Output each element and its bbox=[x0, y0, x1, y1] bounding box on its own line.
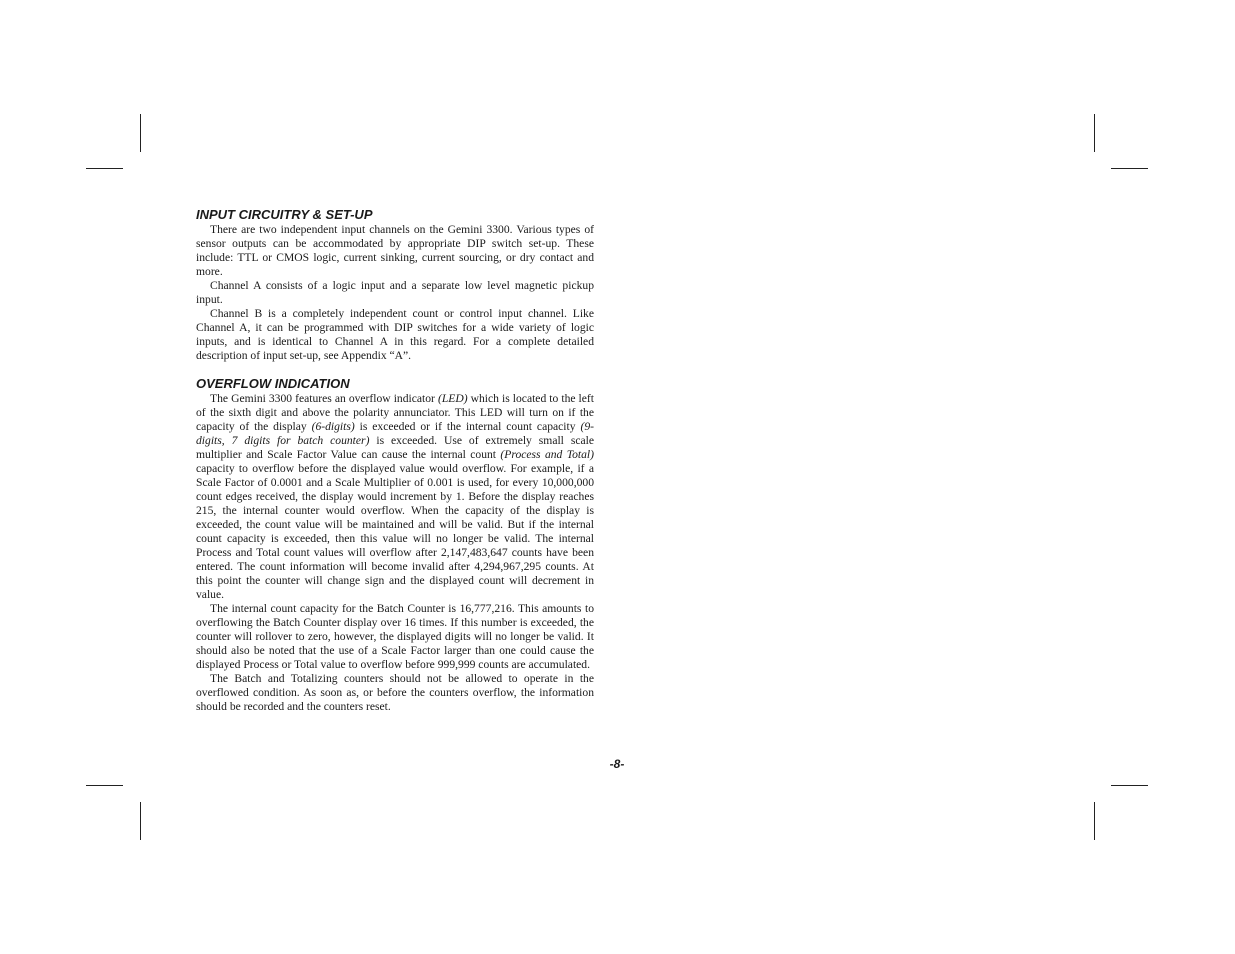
crop-mark-top-left-vertical bbox=[140, 114, 141, 152]
crop-mark-top-right-horizontal bbox=[1111, 168, 1148, 169]
italic-term: (6-digits) bbox=[311, 420, 355, 433]
italic-term: (Process and Total) bbox=[500, 448, 595, 461]
crop-mark-bottom-right-vertical bbox=[1094, 802, 1095, 840]
crop-mark-top-left-horizontal bbox=[86, 168, 123, 169]
page-number: -8- bbox=[609, 757, 625, 771]
crop-mark-bottom-left-vertical bbox=[140, 802, 141, 840]
crop-mark-top-right-vertical bbox=[1094, 114, 1095, 152]
crop-mark-bottom-left-horizontal bbox=[86, 785, 123, 786]
paragraph: There are two independent input channels on the Gemini 3300. Various types of sensor outputs can be accommodated by appropriate DIP switch set-up. These include: TTL or CMOS logic, current sinking, current sourcing, or dry contact and more. bbox=[196, 223, 594, 278]
italic-term: (9-digits, 7 digits for batch counter) bbox=[196, 420, 594, 447]
paragraph: Channel B is a completely independent count or control input channel. Like Channel A, it can be programmed with DIP switches for a wide variety of logic inputs, and is identical to Channel A in this regard. For a complete detailed description of input set-up, see Appendix “A”. bbox=[196, 307, 594, 362]
paragraph: The Batch and Totalizing counters should not be allowed to operate in the overflowed condition. As soon as, or before the counters overflow, the information should be recorded and the counters reset. bbox=[196, 672, 594, 713]
page-content bbox=[196, 207, 594, 714]
section-heading-overflow-indication: OVERFLOW INDICATION bbox=[196, 376, 350, 391]
paragraph: The Gemini 3300 features an overflow indicator (LED) which is located to the left of the sixth digit and above the polarity annunciator. This LED will turn on if the capacity of the display (6-digits) is exceeded or if the internal count capacity (9-digits, 7 digits for batch counter) is exceeded. Use of extremely small scale multiplier and Scale Factor Value can cause the internal count (Process and Total) capacity to overflow before the displayed value would overflow. For example, if a Scale Factor of 0.0001 and a Scale Multiplier of 0.001 is used, for every 10,000,000 count edges received, the display would increment by 1. Before the display reaches 215, the internal counter would overflow. When the capacity of the display is exceeded, the count value will be maintained and will be valid. But if the internal count capacity is exceeded, then this value will no longer be valid. The internal Process and Total count values will overflow after 2,147,483,647 counts have been entered. The count information will become invalid after 4,294,967,295 counts. At this point the counter will change sign and the displayed count will decrement in value. bbox=[196, 392, 595, 601]
section-heading-input-circuitry: INPUT CIRCUITRY & SET-UP bbox=[196, 207, 373, 222]
paragraph: The internal count capacity for the Batch Counter is 16,777,216. This amounts to overflowing the Batch Counter display over 16 times. If this number is exceeded, the counter will rollover to zero, however, the displayed digits will no longer be valid. It should also be noted that the use of a Scale Factor larger than one could cause the displayed Process or Total value to overflow before 999,999 counts are accumulated. bbox=[196, 602, 594, 671]
paragraph: Channel A consists of a logic input and a separate low level magnetic pickup input. bbox=[196, 279, 594, 306]
italic-term: (LED) bbox=[437, 392, 468, 405]
crop-mark-bottom-right-horizontal bbox=[1111, 785, 1148, 786]
